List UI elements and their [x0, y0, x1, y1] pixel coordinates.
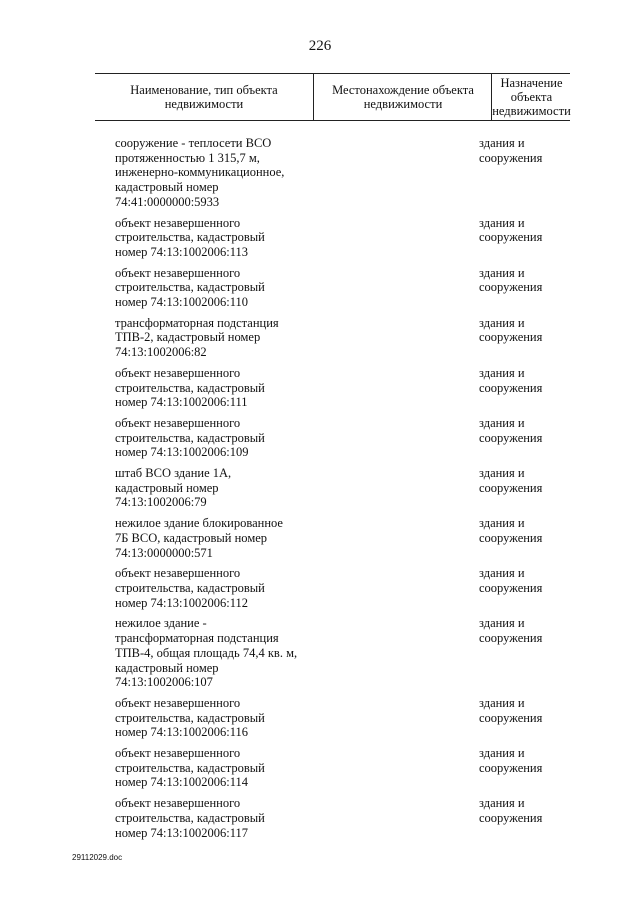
column-header-purpose: Назначение объекта недвижимости: [492, 76, 571, 118]
table-row: [0, 366, 640, 410]
page-number: 226: [308, 38, 332, 54]
property-name: штаб ВСО здание 1А, кадастровый номер 74:13:1002006:79: [115, 466, 232, 510]
property-purpose: здания и сооружения: [479, 315, 543, 345]
table-row: [0, 416, 640, 460]
property-name: объект незавершенного строительства, кадастровый номер 74:13:1002006:113: [115, 215, 265, 259]
property-name: нежилое здание - трансформаторная подстанция ТПВ-4, общая площадь 74,4 кв. м, кадастровый номер 74:13:1002006:107: [115, 616, 298, 690]
property-purpose: здания и сооружения: [479, 796, 543, 825]
document-filename: 29112029.doc: [72, 853, 123, 862]
table-row: [0, 796, 640, 840]
table-row: [0, 566, 640, 610]
property-purpose: здания и сооружения: [479, 215, 543, 245]
table-row: [0, 696, 640, 740]
column-header-location: Местонахождение объекта недвижимости: [313, 74, 492, 120]
property-purpose: здания и сооружения: [479, 365, 543, 395]
property-purpose: здания и сооружения: [479, 746, 543, 775]
property-name: объект незавершенного строительства, кадастровый номер 74:13:1002006:109: [115, 415, 265, 460]
property-purpose: здания и сооружения: [479, 616, 543, 646]
property-name: объект незавершенного строительства, кадастровый номер 74:13:1002006:116: [115, 695, 265, 740]
table-row: [0, 616, 640, 690]
table-row: [0, 216, 640, 260]
table-body: [0, 136, 640, 846]
property-name: трансформаторная подстанция ТПВ-2, кадастровый номер 74:13:1002006:82: [115, 315, 279, 360]
property-purpose: здания и сооружения: [479, 466, 543, 495]
property-purpose: здания и сооружения: [479, 136, 543, 165]
property-name: сооружение - теплосети ВСО протяженностью 1 315,7 м, инженерно-коммуникационное, кадастровый номер 74:41:0000000:5933: [115, 136, 285, 209]
property-purpose: здания и сооружения: [479, 415, 543, 445]
table-row: [0, 746, 640, 790]
property-purpose: здания и сооружения: [479, 516, 543, 545]
table-header: [95, 73, 570, 121]
property-name: объект незавершенного строительства, кадастровый номер 74:13:1002006:112: [115, 566, 265, 610]
column-header-name: Наименование, тип объекта недвижимости: [130, 83, 278, 111]
property-name: объект незавершенного строительства, кадастровый номер 74:13:1002006:114: [115, 746, 265, 790]
property-name: нежилое здание блокированное 7Б ВСО, кадастровый номер 74:13:0000000:571: [115, 516, 283, 560]
table-row: [0, 266, 640, 310]
property-purpose: здания и сооружения: [479, 695, 543, 725]
property-purpose: здания и сооружения: [479, 566, 543, 595]
table-row: [0, 316, 640, 360]
property-purpose: здания и сооружения: [479, 265, 543, 295]
table-row: [0, 466, 640, 510]
table-row: [0, 136, 640, 210]
table-row: [0, 516, 640, 560]
property-name: объект незавершенного строительства, кадастровый номер 74:13:1002006:117: [115, 796, 265, 840]
property-name: объект незавершенного строительства, кадастровый номер 74:13:1002006:110: [115, 265, 265, 310]
property-name: объект незавершенного строительства, кадастровый номер 74:13:1002006:111: [115, 365, 265, 410]
